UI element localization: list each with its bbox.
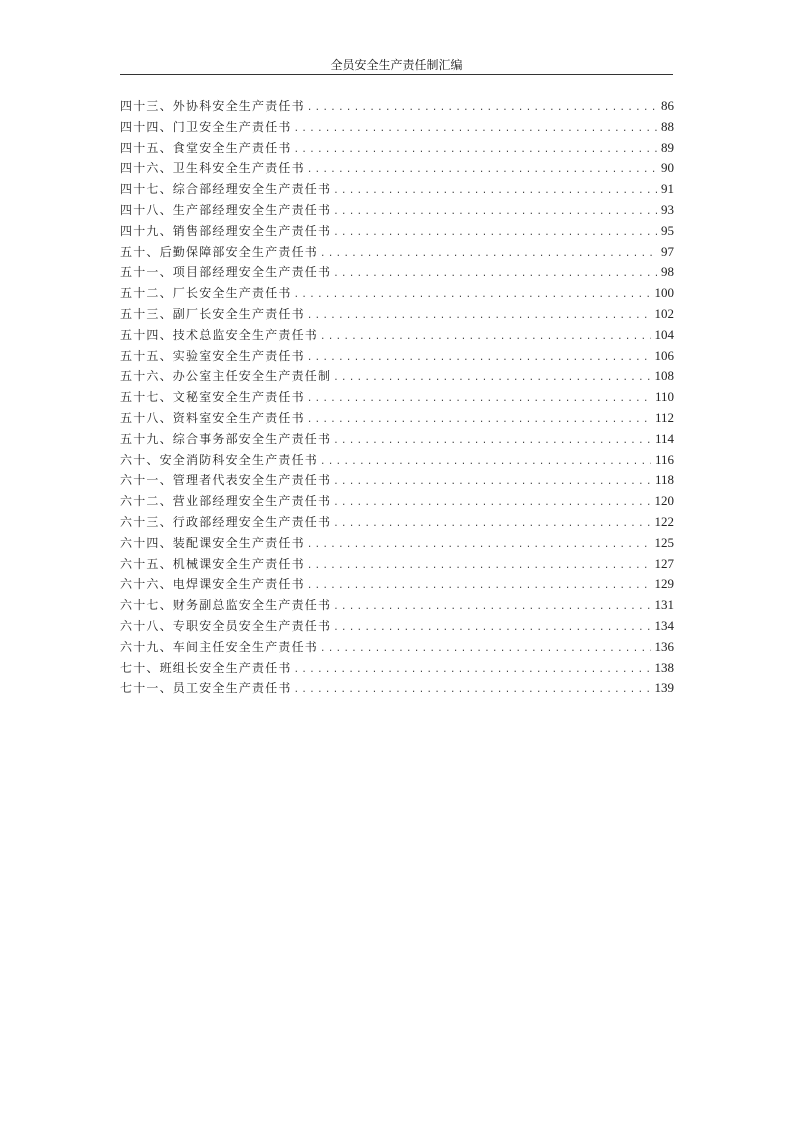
toc-dot-leader bbox=[294, 119, 657, 138]
toc-entry[interactable] bbox=[120, 616, 674, 637]
toc-dot-leader bbox=[294, 680, 651, 699]
toc-dot-leader bbox=[333, 181, 657, 200]
toc-entry-title: 七十、班组长安全生产责任书 bbox=[120, 660, 292, 675]
toc-entry[interactable] bbox=[120, 138, 674, 159]
toc-entry-title: 六十四、装配课安全生产责任书 bbox=[120, 535, 305, 550]
toc-entry[interactable] bbox=[120, 262, 674, 283]
toc-page-number: 125 bbox=[654, 534, 674, 550]
toc-entry-title: 五十二、厂长安全生产责任书 bbox=[120, 286, 292, 301]
toc-entry[interactable] bbox=[120, 325, 674, 346]
toc-dot-leader bbox=[333, 618, 650, 637]
toc-dot-leader bbox=[333, 493, 650, 512]
toc-page-number: 112 bbox=[654, 409, 674, 425]
toc-entry[interactable] bbox=[120, 512, 674, 533]
toc-page-number: 118 bbox=[654, 472, 674, 488]
toc-entry[interactable] bbox=[120, 470, 674, 491]
toc-entry[interactable] bbox=[120, 304, 674, 325]
toc-entry[interactable] bbox=[120, 200, 674, 221]
toc-entry-title: 五十九、综合事务部安全生产责任书 bbox=[120, 431, 332, 446]
toc-entry[interactable] bbox=[120, 366, 674, 387]
toc-entry-title: 五十一、项目部经理安全生产责任书 bbox=[120, 265, 332, 280]
toc-entry[interactable] bbox=[120, 242, 674, 263]
toc-dot-leader bbox=[333, 368, 650, 387]
toc-entry[interactable] bbox=[120, 117, 674, 138]
toc-entry[interactable] bbox=[120, 158, 674, 179]
toc-page-number: 104 bbox=[654, 326, 674, 342]
header-rule bbox=[120, 74, 673, 75]
toc-entry[interactable] bbox=[120, 637, 674, 658]
toc-entry[interactable] bbox=[120, 554, 674, 575]
toc-dot-leader bbox=[333, 202, 657, 221]
toc-entry[interactable] bbox=[120, 678, 674, 699]
toc-entry[interactable] bbox=[120, 595, 674, 616]
toc-dot-leader bbox=[294, 660, 651, 679]
toc-page-number: 97 bbox=[661, 243, 674, 259]
toc-entry-title: 五十三、副厂长安全生产责任书 bbox=[120, 306, 305, 321]
toc-dot-leader bbox=[333, 223, 657, 242]
toc-page-number: 91 bbox=[661, 181, 674, 197]
toc-page-number: 134 bbox=[654, 617, 674, 633]
toc-dot-leader bbox=[294, 285, 651, 304]
toc-dot-leader bbox=[307, 98, 657, 117]
toc-page-number: 100 bbox=[654, 285, 674, 301]
toc-entry-title: 四十六、卫生科安全生产责任书 bbox=[120, 161, 305, 176]
toc-dot-leader bbox=[333, 514, 650, 533]
toc-page-number: 102 bbox=[654, 305, 674, 321]
toc-page-number: 88 bbox=[661, 118, 674, 134]
toc-entry-title: 四十八、生产部经理安全生产责任书 bbox=[120, 202, 332, 217]
toc-entry[interactable] bbox=[120, 283, 674, 304]
toc-dot-leader bbox=[307, 410, 651, 429]
toc-dot-leader bbox=[320, 452, 651, 471]
toc-page-number: 106 bbox=[654, 347, 674, 363]
toc-dot-leader bbox=[333, 472, 651, 491]
toc-entry-title: 五十、后勤保障部安全生产责任书 bbox=[120, 244, 319, 259]
toc-dot-leader bbox=[307, 389, 651, 408]
toc-page-number: 93 bbox=[661, 201, 674, 217]
toc-entry[interactable] bbox=[120, 450, 674, 471]
toc-entry-title: 四十五、食堂安全生产责任书 bbox=[120, 140, 292, 155]
toc-entry[interactable] bbox=[120, 346, 674, 367]
toc-dot-leader bbox=[320, 639, 650, 658]
toc-entry[interactable] bbox=[120, 429, 674, 450]
toc-entry-title: 六十一、管理者代表安全生产责任书 bbox=[120, 473, 332, 488]
toc-page-number: 90 bbox=[661, 160, 674, 176]
table-of-contents bbox=[120, 96, 674, 699]
toc-entry[interactable] bbox=[120, 491, 674, 512]
toc-entry-title: 五十五、实验室安全生产责任书 bbox=[120, 348, 305, 363]
toc-entry-title: 七十一、员工安全生产责任书 bbox=[120, 681, 292, 696]
toc-entry-title: 六十九、车间主任安全生产责任书 bbox=[120, 639, 319, 654]
toc-dot-leader bbox=[333, 597, 650, 616]
toc-page-number: 131 bbox=[654, 597, 674, 613]
toc-entry-title: 六十三、行政部经理安全生产责任书 bbox=[120, 514, 332, 529]
toc-entry-title: 六十六、电焊课安全生产责任书 bbox=[120, 577, 305, 592]
toc-page-number: 108 bbox=[654, 368, 674, 384]
toc-entry-title: 五十八、资料室安全生产责任书 bbox=[120, 410, 305, 425]
toc-page-number: 116 bbox=[654, 451, 674, 467]
toc-entry[interactable] bbox=[120, 387, 674, 408]
toc-page-number: 122 bbox=[654, 513, 674, 529]
toc-dot-leader bbox=[294, 140, 657, 159]
toc-dot-leader bbox=[307, 306, 651, 325]
toc-page-number: 114 bbox=[654, 430, 674, 446]
toc-dot-leader bbox=[320, 327, 650, 346]
toc-dot-leader bbox=[307, 160, 657, 179]
toc-page-number: 129 bbox=[654, 576, 674, 592]
toc-entry-title: 六十七、财务副总监安全生产责任书 bbox=[120, 598, 332, 613]
toc-entry-title: 五十七、文秘室安全生产责任书 bbox=[120, 390, 305, 405]
toc-dot-leader bbox=[307, 535, 651, 554]
toc-entry-title: 五十六、办公室主任安全生产责任制 bbox=[120, 369, 332, 384]
toc-entry-title: 六十二、营业部经理安全生产责任书 bbox=[120, 494, 332, 509]
toc-page-number: 86 bbox=[661, 98, 674, 113]
toc-entry-title: 四十七、综合部经理安全生产责任书 bbox=[120, 182, 332, 197]
toc-entry[interactable] bbox=[120, 179, 674, 200]
toc-entry-title: 六十八、专职安全员安全生产责任书 bbox=[120, 618, 332, 633]
toc-entry[interactable] bbox=[120, 533, 674, 554]
toc-dot-leader bbox=[333, 264, 657, 283]
toc-dot-leader bbox=[307, 556, 651, 575]
toc-page-number: 98 bbox=[661, 264, 674, 280]
toc-entry-title: 四十九、销售部经理安全生产责任书 bbox=[120, 223, 332, 238]
toc-entry-title: 五十四、技术总监安全生产责任书 bbox=[120, 327, 319, 342]
toc-dot-leader bbox=[307, 348, 651, 367]
toc-dot-leader bbox=[320, 244, 657, 263]
toc-page-number: 120 bbox=[654, 493, 674, 509]
toc-entry[interactable] bbox=[120, 408, 674, 429]
toc-entry[interactable] bbox=[120, 658, 674, 679]
toc-entry-title: 六十五、机械课安全生产责任书 bbox=[120, 556, 305, 571]
toc-page-number: 136 bbox=[654, 638, 674, 654]
toc-entry-title: 六十、安全消防科安全生产责任书 bbox=[120, 452, 319, 467]
toc-entry-title: 四十四、门卫安全生产责任书 bbox=[120, 119, 292, 134]
toc-entry[interactable] bbox=[120, 574, 674, 595]
toc-page-number: 138 bbox=[654, 659, 674, 675]
toc-dot-leader bbox=[307, 576, 651, 595]
toc-page-number: 110 bbox=[654, 389, 674, 405]
toc-page-number: 139 bbox=[654, 680, 674, 696]
running-header: 全员安全生产责任制汇编 bbox=[330, 58, 463, 72]
toc-entry[interactable] bbox=[120, 96, 674, 117]
toc-dot-leader bbox=[333, 431, 651, 450]
toc-page-number: 95 bbox=[661, 222, 674, 238]
toc-page-number: 89 bbox=[661, 139, 674, 155]
toc-entry-title: 四十三、外协科安全生产责任书 bbox=[120, 99, 305, 113]
toc-entry[interactable] bbox=[120, 221, 674, 242]
toc-page-number: 127 bbox=[654, 555, 674, 571]
